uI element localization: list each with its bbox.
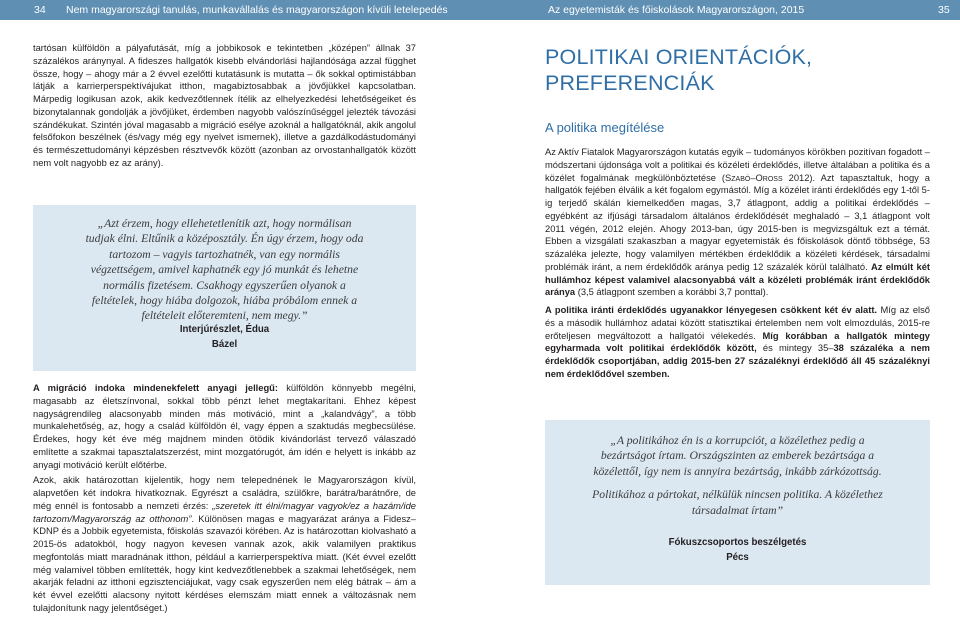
- paragraph: [33, 474, 416, 614]
- heading-line: PREFERENCIÁK: [545, 71, 715, 95]
- italic-quote: „szeretek itt élni/magyar vagyok/ez a hazám/ide tartozom/Magyarország az otthonom”: [33, 500, 416, 524]
- page-header: [0, 0, 960, 20]
- right-column-text: [545, 146, 930, 386]
- bold-text: 38 százaléka a nem érdeklődők csoportjában, addig 2015-ben 27 százaléknyi érdeklődő áll 45 százaléknyi nem érdeklődővel szemben.: [545, 343, 930, 379]
- bold-lead: A migráció indoka mindenekfelett anyagi jellegű:: [33, 383, 278, 393]
- text-run: Az Aktív Fiatalok Magyarországon kutatás egyik – tudományos körökben pozitívan fogadott – módszertani újdonsága volt a politikai és közéleti érdeklődés, illetve általában a politika és a közélet fogalmának megkülönböztetése (: [545, 147, 930, 183]
- text-run: és mintegy 35–: [756, 343, 834, 354]
- page-number-left: 34: [34, 4, 46, 16]
- heading-line: POLITIKAI ORIENTÁCIÓK,: [545, 45, 813, 69]
- quote-source-title: Fókuszcsoportos beszélgetés: [668, 537, 807, 548]
- text-run: Azok, akik határozottan kijelentik, hogy nem telepednének le Magyarországon kívül, alapvetően két indokra hivatkoznak. Egyrészt a családra, szülőkre, barátra/barátnőre, de még ennél is fontosabb a nemzeti érzés:: [33, 475, 416, 511]
- quote-source-place: Bázel: [211, 338, 238, 350]
- bold-text: Míg korábban a hallgatók mintegy egyharmada volt politikai érdeklődők között,: [545, 330, 930, 354]
- subsection-heading: A politika megítélése: [545, 120, 665, 135]
- quote-source-place: Pécs: [726, 551, 749, 563]
- text-run: . Különösen magas e magyarázat aránya a Fidesz–KDNP és a Jobbik egyetemista, főiskolás szavazói körében. Az is határozottan kiolvasható a 2015-ös adatokból, hogy nagyon kevesen vannak azok, akik valamilyen praktikus megfontolás miatt maradnának itthon, például a karrierperspektíva miatt. (Két évvel ezelőtt még valamivel többen említették, hogy kint kedvezőtlenebbek a szakmai lehetőségek, nem akarják feladni az itthoni egzisztenciájukat, vagy csak egyszerűen nem elég bátrak – ám a két évvel ezelőtti alacsony nyitott kérdéses elemszám miatt ennek a változásnak nem tulajdonítunk nagy jelentőséget.): [33, 513, 416, 613]
- quote-text: „Azt érzem, hogy ellehetetlenítik azt, hogy normálisan tudjak élni. Eltűnik a középosztály. Én úgy érzem, hogy oda tartozom – vagyis tartozhatnék, van egy normális végzettségem, amivel kaphatnék egy jó munkát és lehetne normális fizetésem. Csakhogy egyszerűen olyanok a feltételek, hogy hiába dolgozok, hiába próbálom ennek a feltételeit előteremteni, nem megy.”: [85, 217, 364, 323]
- text-run: külföldön könnyebb megélni, magasabb az életszínvonal, sokkal több pénzt lehet megtakarítani. Ehhez képest nagyságrendileg alacsonyabb minden más motiváció, mint a „kalandvágy”, a több munkalehetőség, az, hogy a család külföldön él, vagy éppen a szaktudás megbecsülése. Érdekes, hogy két éve még majdnem minden ötödik kivándorlást tervező válaszadó említette a szakmai tapasztalatszerzést, mint mozgatórugót, ám idén e helyett is inkább az anyagi motiváció került előtérbe.: [33, 383, 417, 470]
- bold-text: Az elmúlt két hullámhoz képest valamivel alacsonyabbá vált a közéleti problémák iránt érdeklődők aránya: [545, 261, 930, 298]
- bold-text: A politika iránti érdeklődés ugyanakkor lényegesen csökkent két év alatt.: [545, 305, 878, 315]
- paragraph: [33, 382, 416, 471]
- running-title-left: Nem magyarországi tanulás, munkavállalás és magyarországon kívüli letelepedés: [66, 4, 448, 16]
- paragraph: [545, 304, 930, 381]
- quote-box-interview: [33, 205, 416, 371]
- running-title-right: Az egyetemisták és főiskolások Magyarországon, 2015: [548, 4, 805, 16]
- quote-paragraph: „A politikához én is a korrupciót, a közélethez pedig a bezártságot írtam. Országszinten az emberek bezártsága a közélettől, így nem is annyira bezártság, inkább zárkózottság.: [593, 434, 882, 478]
- page-number-right: 35: [938, 4, 950, 16]
- quote-source: [33, 323, 416, 352]
- left-column-lower-text: [33, 382, 416, 618]
- section-heading: [545, 44, 812, 96]
- quote-paragraph: Politikához a pártokat, nélkülük nincsen politika. A közélethez társadalmat írtam”: [592, 488, 883, 517]
- quote-source: [545, 536, 930, 565]
- quote-text: [585, 433, 890, 518]
- text-run: Míg az első és a második hullámhoz adatai között statisztikai értelemben nem volt elmozdulás, 2015-re erőteljesen megváltozott a hallgatói vélekedés.: [545, 305, 931, 341]
- quote-box-focus-group: [545, 420, 930, 585]
- paragraph: tartósan külföldön a pályafutását, míg a jobbikosok e tekintetben „középen” állnak 37 százalékos aránynyal. A fideszes hallgatók kisebb elvándorlási hajlandósága azzal függhet össze, hogy – ahogy már a 2 évvel ezelőtti kutatásunk is mutatta – ők sokkal optimistábban látják a karrierperspektívájukat itthon, magabiztosabbak a jövőjükkel kapcsolatban. Márpedig logikusan azok, akik kedvezőtlennek ítélik az elhelyezkedési lehetőségeiket és bizonytalannak gondolják a jövőjüket, érdemben nagyobb valószínűséggel jelezték távozási szándékukat. Szintén jóval magasabb a migráció esélye azoknál a hallgatóknál, akik angolul felsőfokon beszélnek (és/vagy még egy nyelvet ismernek), illetve a gazdálkodástudományi és természettudományi képzésben résztvevők között (azonban az orvostanhallgatók között nem volt nagyobb ez az arány).: [33, 43, 416, 168]
- text-run: 2012). Azt tapasztaltuk, hogy a hallgatók fejében élválik a két fogalom egymástól. Míg a közélet iránti érdeklődés egy 1-től 5-ig terjedő skálán kiemelkedően magas, 3,7 átlagpont, addig a politikai érdeklődés – egyébként az ifjúsági társadalom általános érdeklődését meghaladó – 3,1 átlagpont volt 2011 végén, 2012 elején. Ahogy 2013-ban, úgy 2015-ben is megvizsgáltuk ezt a témát. Ebben a vizsgálati szakaszban a magyar egyetemisták és főiskolások döntő többsége, 53 százaléka jelezte, hogy valamilyen mértékben érdeklődik a közéleti kérdések, társadalmi problémák iránt, a nem érdeklődők aránya pedig 12 százalék körül található.: [545, 172, 931, 272]
- left-column-text: [33, 42, 416, 170]
- paragraph: [545, 146, 930, 299]
- text-run: (3,5 átlagpont szemben a korábbi 3,7 ponttal).: [575, 287, 769, 298]
- quote-source-title: Interjúrészlet, Édua: [179, 324, 270, 335]
- citation-author: Szabó–Oross: [725, 172, 783, 183]
